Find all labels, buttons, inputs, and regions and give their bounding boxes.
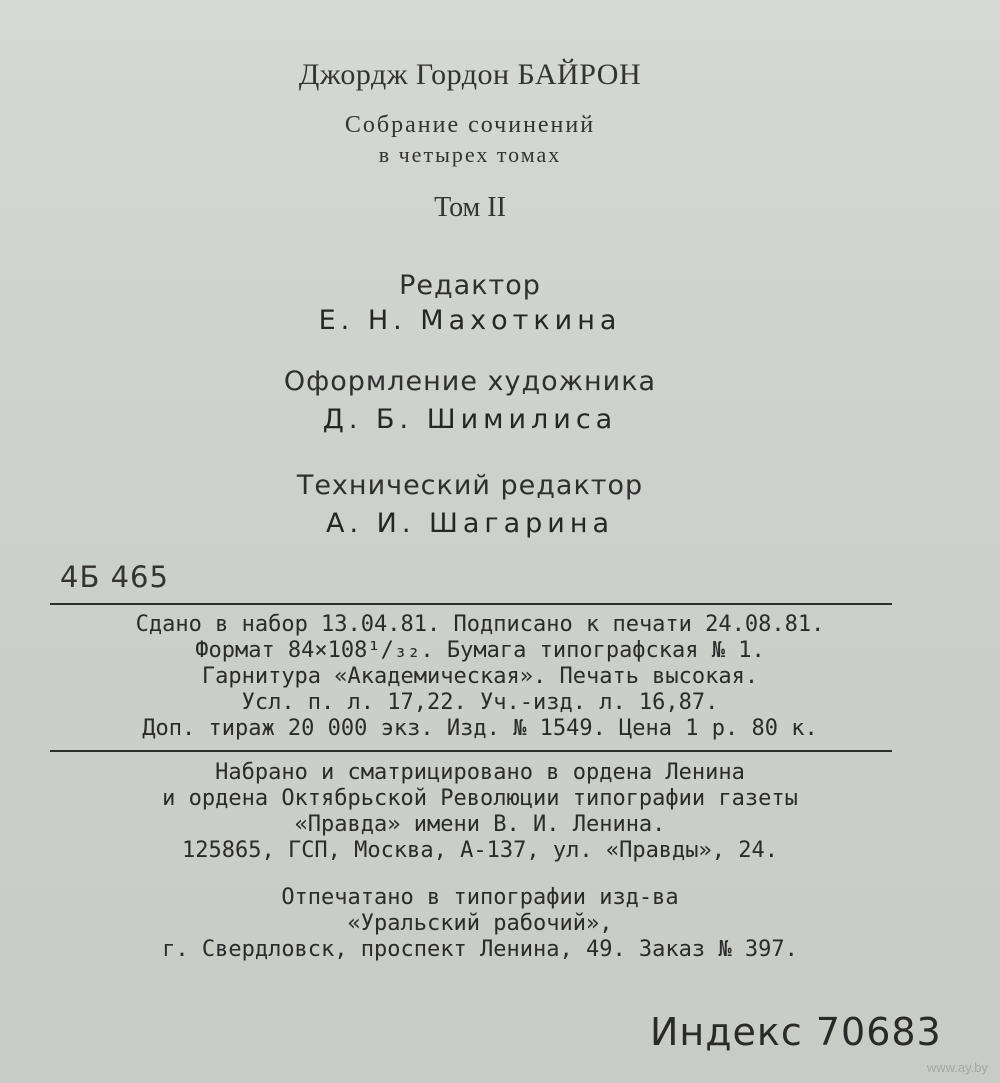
publishing-line: Формат 84×108¹/₃₂. Бумага типографская № 1.	[195, 638, 765, 663]
index-number: Индекс 70683	[650, 1010, 942, 1054]
divider-bottom	[50, 750, 892, 752]
publishing-line: Гарнитура «Академическая». Печать высокая.	[201, 664, 759, 689]
editor-name: Е. Н. Махоткина	[318, 305, 622, 336]
work-title: Собрание сочинений	[344, 112, 596, 138]
print-house-line: 125865, ГСП, Москва, А-137, ул. «Правды», 24.	[181, 838, 779, 863]
printer-line: г. Свердловск, проспект Ленина, 49. Заказ № 397.	[162, 937, 798, 962]
volume-label: Том II	[434, 192, 506, 223]
printer-line: Отпечатано в типографии изд-ва	[281, 885, 679, 910]
publishing-data-block	[60, 612, 900, 742]
editor-role: Редактор	[399, 270, 541, 301]
divider-top	[50, 603, 892, 605]
publishing-line: Доп. тираж 20 000 экз. Изд. № 1549. Цена 1 р. 80 к.	[142, 716, 818, 741]
print-house-line: «Правда» имени В. И. Ленина.	[294, 812, 666, 837]
work-subtitle: в четырех томах	[378, 142, 562, 167]
printer-block	[60, 885, 900, 963]
technical-editor-name: А. И. Шагарина	[325, 508, 615, 539]
technical-editor-role: Технический редактор	[296, 470, 644, 501]
author-name: Джордж Гордон БАЙРОН	[298, 58, 642, 91]
artist-role: Оформление художника	[283, 366, 657, 397]
print-house-block	[60, 760, 900, 864]
catalog-code: 4Б 465	[60, 560, 169, 594]
print-house-line: и ордена Октябрьской Революции типографии газеты	[162, 786, 798, 811]
publishing-line: Усл. п. л. 17,22. Уч.-изд. л. 16,87.	[241, 690, 719, 715]
artist-name: Д. Б. Шимилиса	[322, 404, 618, 435]
printer-line: «Уральский рабочий»,	[347, 911, 613, 936]
watermark: www.ay.by	[926, 1060, 988, 1075]
print-house-line: Набрано и сматрицировано в ордена Ленина	[215, 760, 745, 785]
publishing-line: Сдано в набор 13.04.81. Подписано к печати 24.08.81.	[135, 612, 825, 637]
